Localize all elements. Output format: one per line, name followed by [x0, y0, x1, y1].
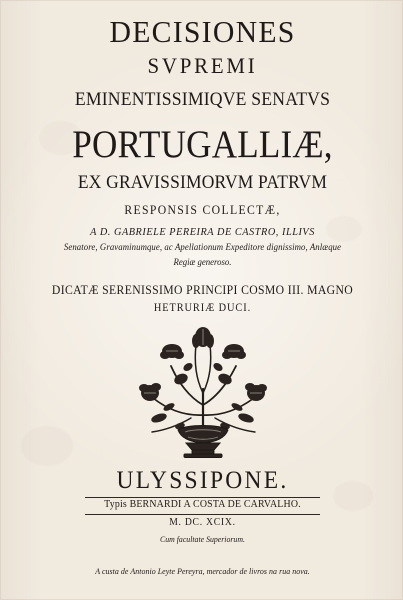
- paper-stain: [21, 426, 73, 466]
- title-line-portugalliae: PORTUGALLIÆ,: [72, 123, 333, 166]
- title-line-gravissimorum: EX GRAVISSIMORVM PATRVM: [77, 172, 328, 193]
- title-line-senatus: EMINENTISSIMIQVE SENATVS: [74, 89, 331, 110]
- author-description-line: Senatore, Gravaminumque, ac Apellationum Expeditore dignissimo, Anlæque: [63, 243, 342, 253]
- title-line-collectae: RESPONSIS COLLECTÆ,: [124, 202, 281, 217]
- dedication-line: DICATÆ SERENISSIMO PRINCIPI COSMO III. MAGNO: [51, 282, 354, 297]
- publication-year: M. DC. XCIX.: [169, 517, 236, 528]
- bookseller-line: A custa de Antonio Leyte Pereyra, mercador de livros na rua nova.: [95, 566, 310, 576]
- author-description-line-2: Regiæ generoso.: [173, 258, 232, 268]
- printer-line-bottom-rule: [85, 514, 320, 515]
- title-line-decisiones: DECISIONES: [109, 14, 296, 49]
- printer-line: Typis BERNARDI A COSTA DE CARVALHO.: [104, 499, 301, 510]
- title-line-supremi: SVPREMI: [147, 53, 258, 78]
- license-line: Cum facultate Superiorum.: [160, 534, 245, 544]
- dedication-line-2: HETRURIÆ DUCI.: [153, 302, 252, 314]
- flower-vase-ornament-icon: [122, 321, 284, 459]
- printer-line-top-rule: [85, 497, 320, 498]
- imprint-city: ULYSSIPONE.: [116, 467, 289, 494]
- author-line: A D. GABRIELE PEREIRA DE CASTRO, ILLIVS: [90, 226, 315, 238]
